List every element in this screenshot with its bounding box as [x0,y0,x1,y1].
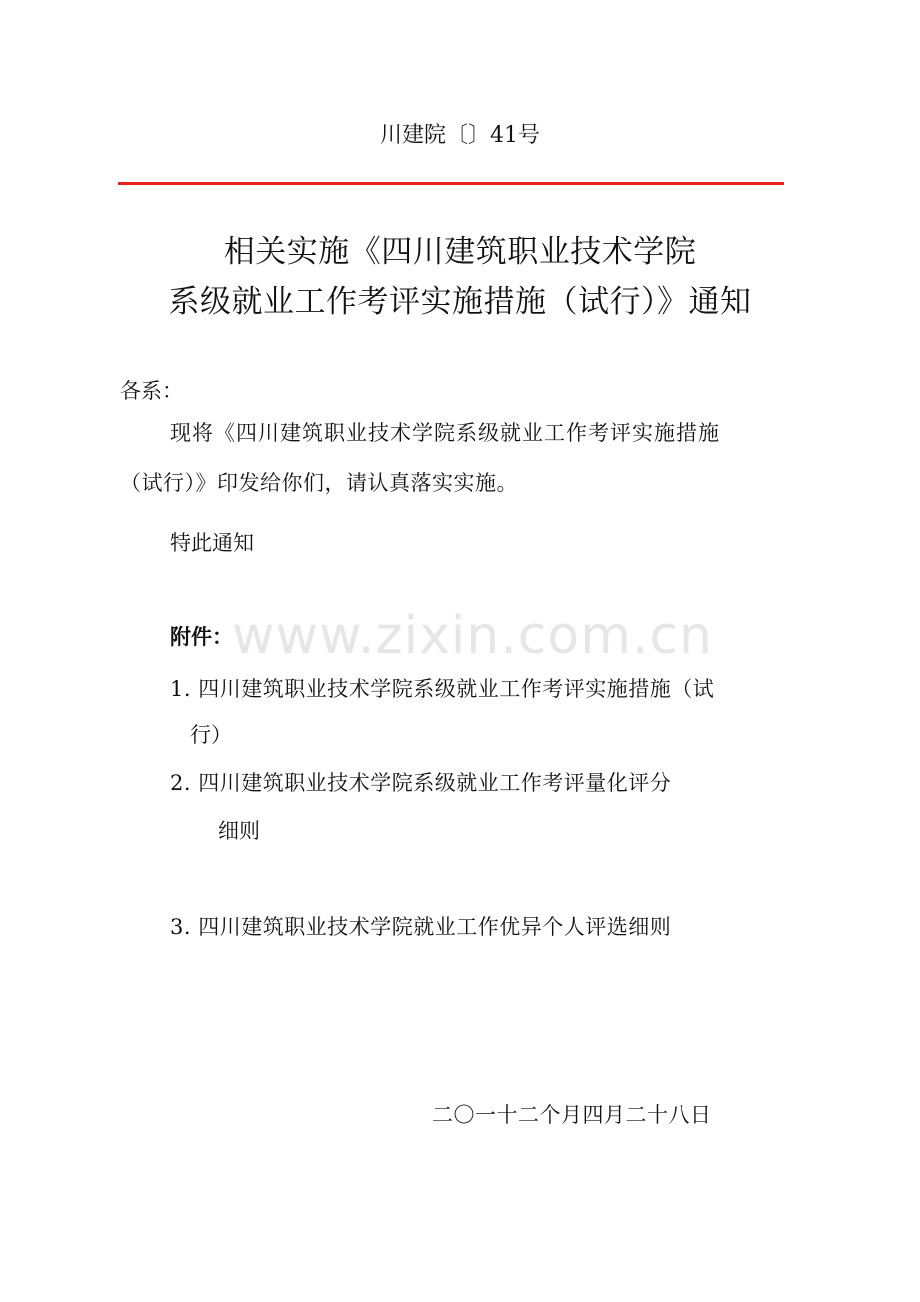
attachment-item-1-line-2: 行） [190,723,232,747]
watermark-text: www.zixin.com.cn [232,606,713,666]
closing-phrase: 特此通知 [170,531,254,555]
attachment-item-2-line-1: 2. 四川建筑职业技术学院系级就业工作考评量化评分 [170,771,672,795]
notice-title-line-2: 系级就业工作考评实施措施（试行）》通知 [168,284,752,320]
notice-title-line-1: 相关实施《四川建筑职业技术学院 [223,234,697,270]
attachment-item-1-line-1: 1. 四川建筑职业技术学院系级就业工作考评实施措施（试 [170,677,715,701]
body-paragraph-line-2: （试行）》印发给你们，请认真落实实施。 [120,471,518,495]
addressee: 各系： [120,379,183,403]
document-number: 川建院〔〕41号 [380,123,540,148]
attachment-item-2-line-2: 细则 [218,819,260,843]
attachments-label: 附件： [170,624,233,649]
signature-date: 二〇一十二个月四月二十八日 [432,1103,712,1127]
attachment-item-3: 3. 四川建筑职业技术学院就业工作优异个人评选细则 [170,915,672,939]
body-paragraph-line-1: 现将《四川建筑职业技术学院系级就业工作考评实施措施 [170,421,720,445]
red-header-rule [118,182,784,185]
